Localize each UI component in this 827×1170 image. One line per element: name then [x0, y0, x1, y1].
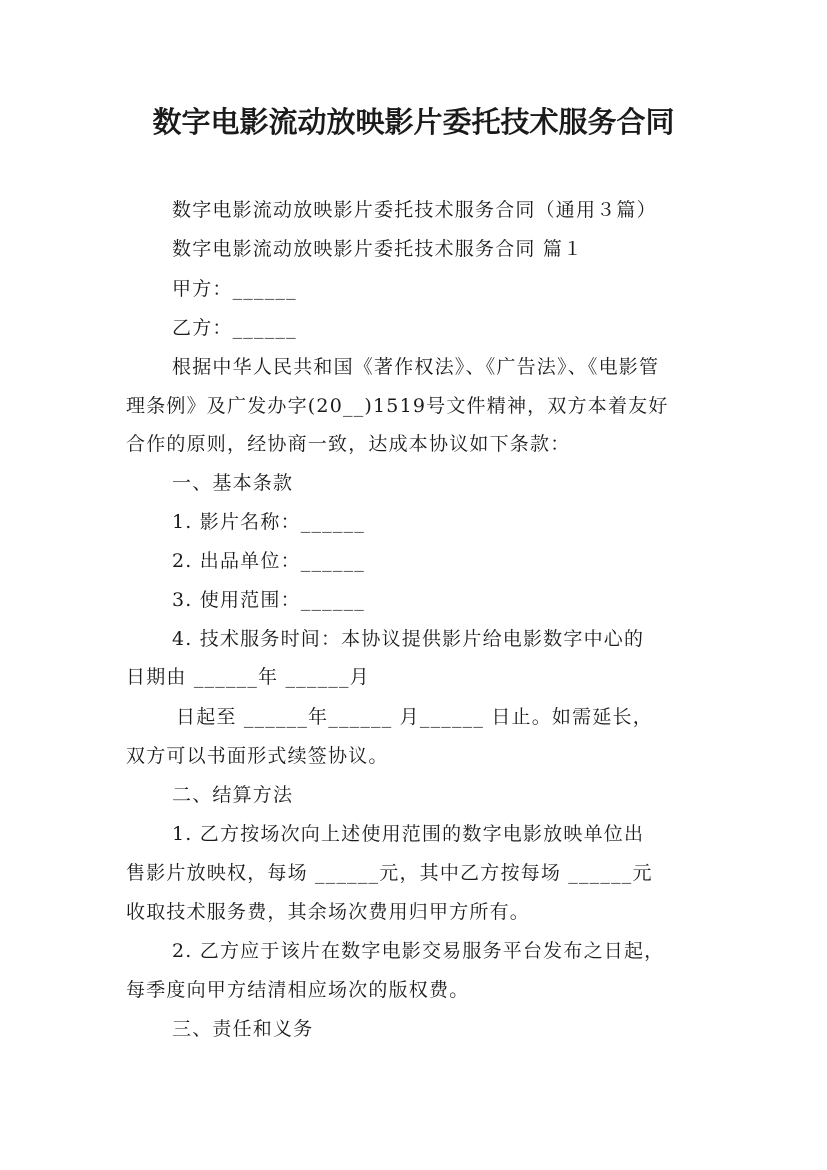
section-heading-line: 数字电影流动放映影片委托技术服务合同 篇１ [172, 238, 584, 260]
clause-item: 1. 影片名称：______ [172, 511, 365, 533]
paragraph-line: 理条例》及广发办字(20__)1519号文件精神，双方本着友好 [126, 395, 669, 417]
clause-item: 2. 出品单位：______ [172, 550, 365, 572]
paragraph-line: 合作的原则，经协商一致，达成本协议如下条款： [126, 433, 571, 455]
clause-item: 3. 使用范围：______ [172, 589, 365, 611]
subtitle-line: 数字电影流动放映影片委托技术服务合同（通用３篇） [172, 199, 657, 221]
clause-heading: 二、结算方法 [172, 784, 294, 806]
clause-heading: 三、责任和义务 [172, 1018, 314, 1040]
clause-item: 1. 乙方按场次向上述使用范围的数字电影放映单位出 [172, 823, 645, 845]
clause-item: 2. 乙方应于该片在数字电影交易服务平台发布之日起， [172, 940, 665, 962]
party-b-line: 乙方：______ [172, 317, 297, 339]
paragraph-line: 售影片放映权，每场 ______元，其中乙方按每场 ______元 [126, 862, 653, 884]
clause-item: 4. 技术服务时间：本协议提供影片给电影数字中心的 [172, 628, 645, 650]
paragraph-line: 根据中华人民共和国《著作权法》、《广告法》、《电影管 [172, 356, 660, 378]
paragraph-line: 每季度向甲方结清相应场次的版权费。 [126, 979, 470, 1001]
clause-heading: 一、基本条款 [172, 472, 294, 494]
paragraph-line: 双方可以书面形式续签协议。 [126, 745, 389, 767]
party-a-line: 甲方：______ [172, 278, 297, 300]
document-title: 数字电影流动放映影片委托技术服务合同 [152, 105, 675, 139]
paragraph-line: 日期由 ______年 ______月 [126, 666, 370, 688]
paragraph-line: 收取技术服务费，其余场次费用归甲方所有。 [126, 901, 531, 923]
paragraph-line: 日起至 ______年______ 月______ 日止。如需延长， [176, 706, 653, 728]
